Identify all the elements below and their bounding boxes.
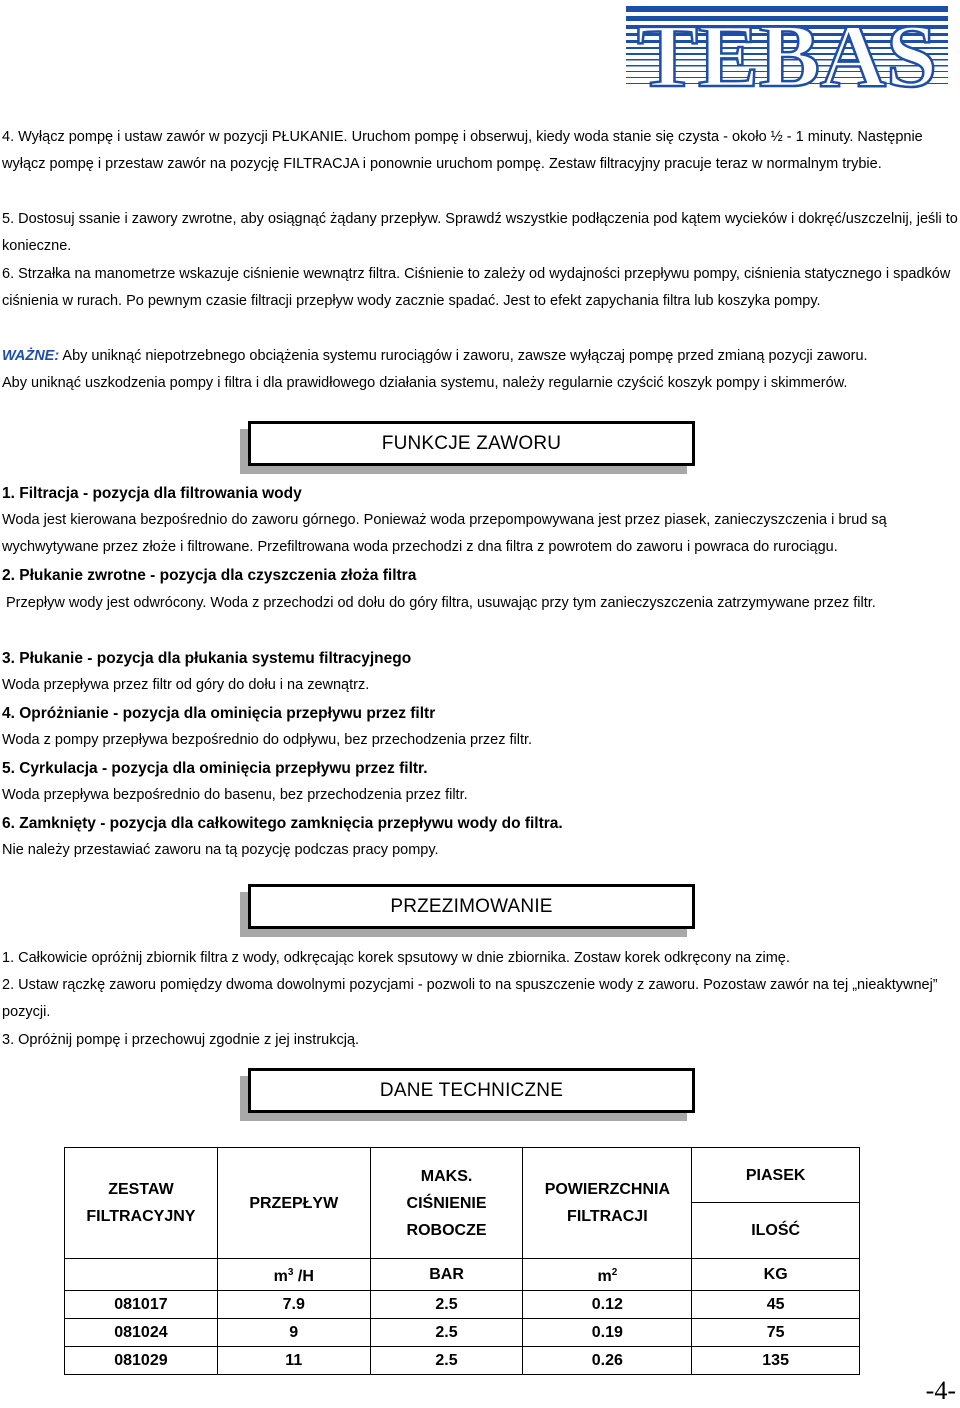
cell-flow: 9 <box>217 1319 370 1347</box>
warning-note <box>2 343 958 370</box>
function-3-heading: 3. Płukanie - pozycja dla płukania systemu filtracyjnego <box>2 650 412 667</box>
function-4-heading: 4. Opróżnianie - pozycja dla ominięcia przepływu przez filtr <box>2 705 436 722</box>
step-5-text: 5. Dostosuj ssanie i zawory zwrotne, aby osiągnąć żądany przepływ. Sprawdź wszystkie podłączenia pod kątem wycieków i dokręć/uszczelnij, jeśli to konieczne. <box>2 211 958 255</box>
winter-step-3: 3. Opróżnij pompę i przechowuj zgodnie z jej instrukcją. <box>2 1032 360 1048</box>
header-cisnienie-line3: ROBOCZE <box>406 1221 487 1239</box>
table-row <box>65 1319 860 1347</box>
function-2-heading: 2. Płukanie zwrotne - pozycja dla czyszczenia złoża filtra <box>2 567 417 584</box>
function-3-text: Woda przepływa przez filtr od góry do dołu i na zewnątrz. <box>2 677 370 693</box>
winter-step-1: 1. Całkowicie opróżnij zbiornik filtra z wody, odkręcając korek spsutowy w dnie zbiornika. Zostaw korek odkręcony na zimę. <box>2 950 790 966</box>
cell-flow: 7.9 <box>217 1291 370 1319</box>
header-powierzchnia-line1: POWIERZCHNIA <box>544 1181 671 1198</box>
cell-model: 081024 <box>65 1319 218 1347</box>
table-header-row <box>65 1148 860 1203</box>
page-number: -4- <box>925 1376 956 1405</box>
header-cisnienie <box>370 1148 523 1259</box>
table-row <box>65 1291 860 1319</box>
cell-sand: 45 <box>692 1291 860 1319</box>
section-title-funkcje: FUNKCJE ZAWORU <box>248 421 695 466</box>
header-piasek: PIASEK <box>692 1148 860 1203</box>
header-zestaw <box>65 1148 218 1259</box>
function-1-text: Woda jest kierowana bezpośrednio do zaworu górnego. Ponieważ woda przepompowywana jest przez piasek, zanieczyszczenia i brud są wychwytywane przez złoże i filtrowane. Przefiltrowana woda przechodzi z dna filtra z powrotem do zaworu i powraca do rurociągu. <box>2 512 887 556</box>
cell-model: 081017 <box>65 1291 218 1319</box>
winter-step-2: 2. Ustaw rączkę zaworu pomiędzy dwoma dowolnymi pozycjami - pozwoli to na spuszczenie wody z zaworu. Pozostaw zawór na tej „nieaktywnej” pozycji. <box>2 977 938 1021</box>
technical-data-table <box>64 1147 860 1375</box>
cell-pressure: 2.5 <box>370 1291 523 1319</box>
unit-kg: KG <box>692 1259 860 1291</box>
svg-text:TEBAS: TEBAS <box>637 7 937 96</box>
warning-label: WAŻNE: <box>2 348 60 364</box>
cell-pressure: 2.5 <box>370 1347 523 1375</box>
cell-model: 081029 <box>65 1347 218 1375</box>
header-cisnienie-line2: CIŚNIENIE <box>406 1194 487 1212</box>
header-przeplyw: PRZEPŁYW <box>217 1148 370 1259</box>
function-2-text: Przepływ wody jest odwrócony. Woda z przechodzi od dołu do góry filtra, usuwając przy tym zanieczyszczenia zatrzymywane przez filtr. <box>6 595 876 611</box>
section-title-dane: DANE TECHNICZNE <box>248 1068 695 1113</box>
cell-area: 0.19 <box>523 1319 692 1347</box>
unit-empty <box>65 1259 218 1291</box>
cell-area: 0.26 <box>523 1347 692 1375</box>
header-cisnienie-line1: MAKS. <box>420 1167 473 1185</box>
unit-bar: BAR <box>370 1259 523 1291</box>
header-zestaw-line1: ZESTAW <box>108 1181 174 1198</box>
function-5-heading: 5. Cyrkulacja - pozycja dla ominięcia przepływu przez filtr. <box>2 760 428 777</box>
section-title-przezimowanie: PRZEZIMOWANIE <box>248 884 695 929</box>
header-zestaw-line2: FILTRACYJNY <box>86 1208 196 1225</box>
header-powierzchnia-line2: FILTRACJI <box>567 1208 648 1225</box>
header-ilosc: ILOŚĆ <box>692 1203 860 1259</box>
cleaning-note: Aby uniknąć uszkodzenia pompy i filtra i dla prawidłowego działania systemu, należy regularnie czyścić koszyk pompy i skimmerów. <box>2 375 848 391</box>
cell-pressure: 2.5 <box>370 1319 523 1347</box>
header-powierzchnia <box>523 1148 692 1259</box>
function-6-text: Nie należy przestawiać zaworu na tą pozycję podczas pracy pompy. <box>2 842 439 858</box>
function-6-heading: 6. Zamknięty - pozycja dla całkowitego zamknięcia przepływu wody do filtra. <box>2 815 563 832</box>
tebas-logo <box>626 6 948 96</box>
warning-text: Aby uniknąć niepotrzebnego obciążenia systemu rurociągów i zaworu, zawsze wyłączaj pompę przed zmianą pozycji zaworu. <box>59 348 868 364</box>
unit-m2: $m^2$ <box>523 1259 692 1291</box>
cell-flow: 11 <box>217 1347 370 1375</box>
function-1-heading: 1. Filtracja - pozycja dla filtrowania wody <box>2 485 302 502</box>
table-row <box>65 1347 860 1375</box>
step-4-text: 4. Wyłącz pompę i ustaw zawór w pozycji PŁUKANIE. Uruchom pompę i obserwuj, kiedy woda stanie się czysta - około ½ - 1 minuty. Następnie wyłącz pompę i przestaw zawór na pozycję FILTRACJA i ponownie uruchom pompę. Zestaw filtracyjny pracuje teraz w normalnym trybie. <box>2 129 923 173</box>
unit-m3h: $m^3$ /H <box>217 1259 370 1291</box>
cell-sand: 75 <box>692 1319 860 1347</box>
function-4-text: Woda z pompy przepływa bezpośrednio do odpływu, bez przechodzenia przez filtr. <box>2 732 533 748</box>
function-5-text: Woda przepływa bezpośrednio do basenu, bez przechodzenia przez filtr. <box>2 787 468 803</box>
step-6-text: 6. Strzałka na manometrze wskazuje ciśnienie wewnątrz filtra. Ciśnienie to zależy od wydajności przepływu pompy, ciśnienia statycznego i spadków ciśnienia w rurach. Po pewnym czasie filtracji przepływ wody zacznie spadać. Jest to efekt zapychania filtra lub koszyka pompy. <box>2 266 951 310</box>
table-units-row <box>65 1259 860 1291</box>
cell-area: 0.12 <box>523 1291 692 1319</box>
cell-sand: 135 <box>692 1347 860 1375</box>
